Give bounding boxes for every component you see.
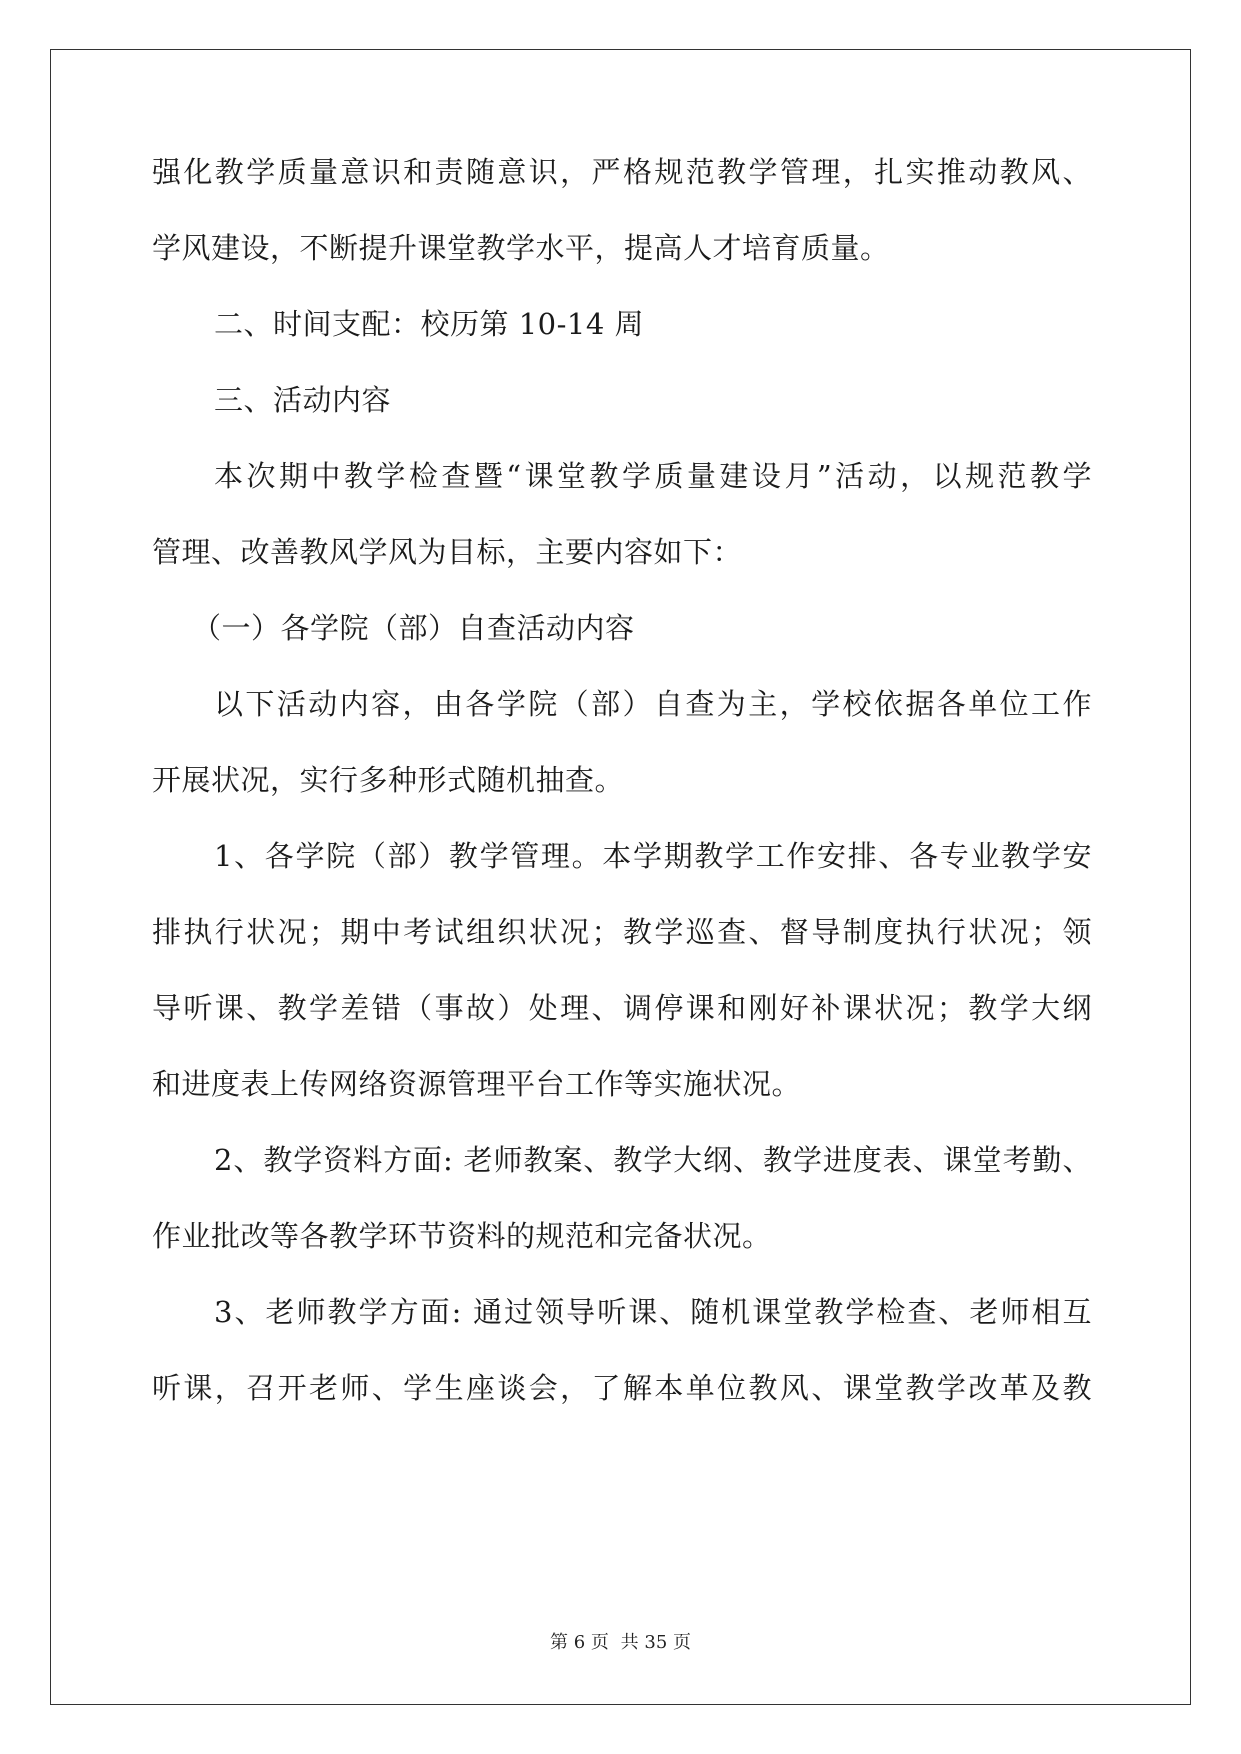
section-heading: 三、活动内容 xyxy=(214,383,392,417)
text-line: 排执行状况；期中考试组织状况；教学巡查、督导制度执行状况；领 xyxy=(152,915,1092,949)
text-line: 1、各学院（部）教学管理。本学期教学工作安排、各专业教学安 xyxy=(214,839,1092,873)
text-line: 听课，召开老师、学生座谈会，了解本单位教风、课堂教学改革及教 xyxy=(152,1371,1092,1405)
text-line: 学风建设，不断提升课堂教学水平，提高人才培育质量。 xyxy=(152,231,890,265)
section-heading: 二、时间支配：校历第 10-14 周 xyxy=(214,307,645,341)
text-line: 和进度表上传网络资源管理平台工作等实施状况。 xyxy=(152,1067,802,1101)
total-pages: 共 35 页 xyxy=(620,1632,691,1653)
text-line: 强化教学质量意识和责随意识，严格规范教学管理，扎实推动教风、 xyxy=(152,155,1092,189)
text-line: 本次期中教学检查暨“课堂教学质量建设月”活动，以规范教学 xyxy=(214,459,1092,493)
text-line: 导听课、教学差错（事故）处理、调停课和刚好补课状况；教学大纲 xyxy=(152,991,1092,1025)
text-line: 3、老师教学方面: 通过领导听课、随机课堂教学检查、老师相互 xyxy=(214,1295,1092,1329)
text-line: 作业批改等各教学环节资料的规范和完备状况。 xyxy=(152,1219,772,1253)
page-border xyxy=(50,49,1191,1705)
text-line: 管理、改善教风学风为目标，主要内容如下： xyxy=(152,535,743,569)
subsection-heading: （一）各学院（部）自查活动内容 xyxy=(192,611,635,645)
text-line: 开展状况，实行多种形式随机抽查。 xyxy=(152,763,625,797)
page-footer xyxy=(0,1628,1241,1654)
text-line: 2、教学资料方面: 老师教案、教学大纲、教学进度表、课堂考勤、 xyxy=(214,1143,1092,1177)
text-line: 以下活动内容，由各学院（部）自查为主，学校依据各单位工作 xyxy=(214,687,1092,721)
page-number: 第 6 页 xyxy=(550,1632,609,1653)
